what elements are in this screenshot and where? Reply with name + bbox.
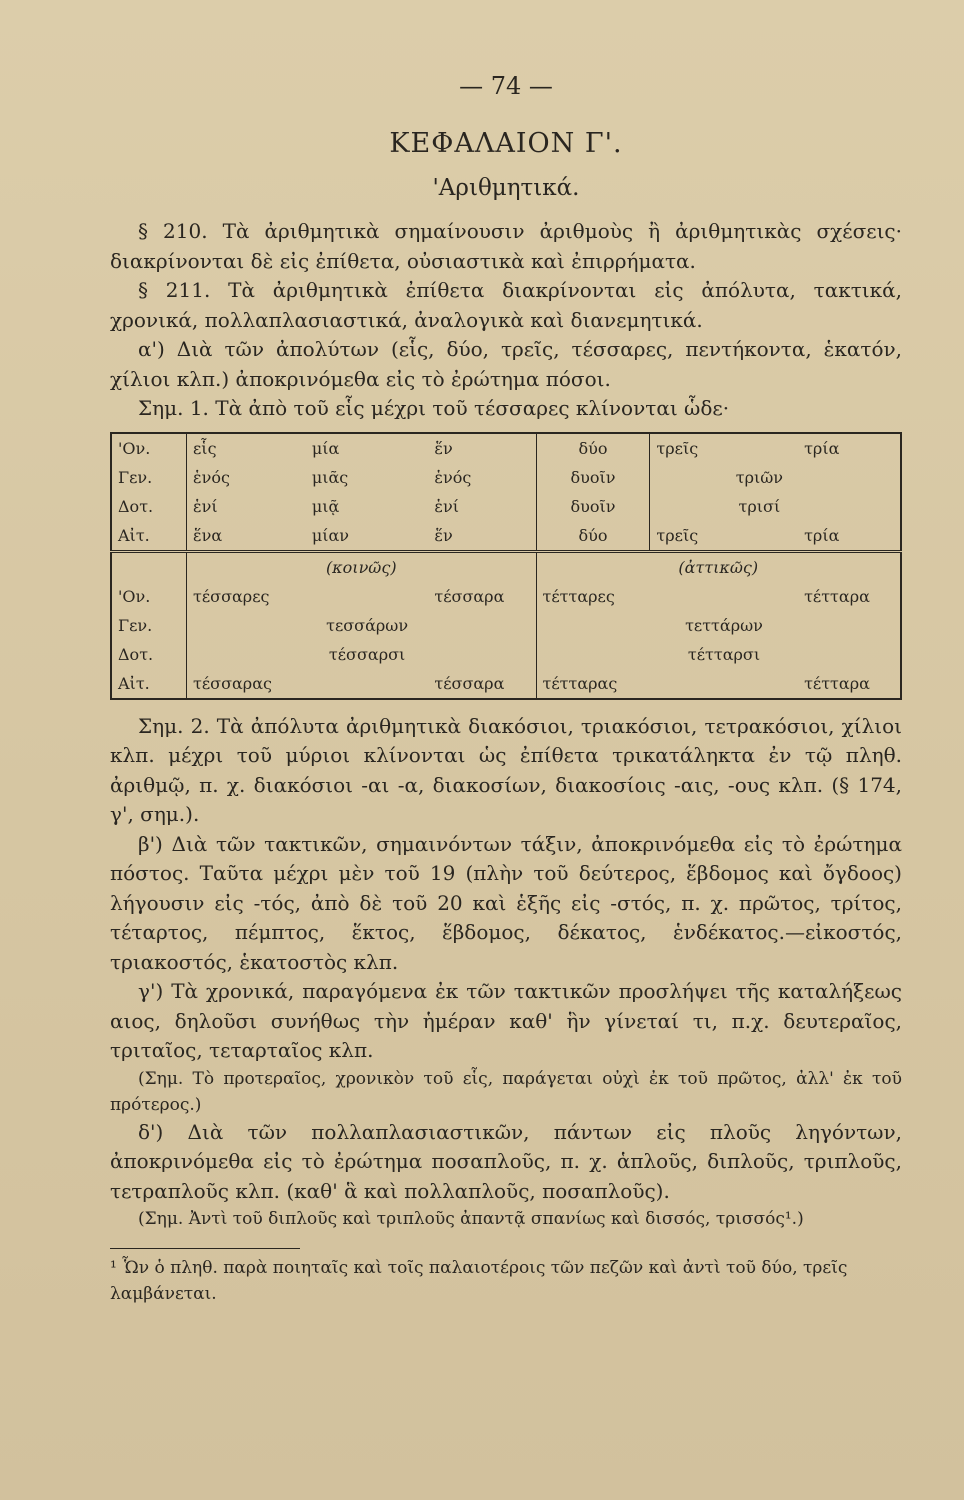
koinos-label: (κοινῶς) — [187, 551, 537, 582]
case-label-dative: Δοτ. — [111, 640, 187, 669]
heis-neut: ἕν — [434, 438, 453, 458]
heis-fem: μίαν — [311, 525, 350, 545]
duo-form: δύο — [536, 521, 650, 552]
attikos-label: (ἀττικῶς) — [536, 551, 901, 582]
tessares-neut — [428, 640, 536, 669]
tessares-mf — [187, 611, 306, 640]
treis-neut — [798, 492, 901, 521]
paragraph-beta: β') Διὰ τῶν τακτικῶν, σημαινόντων τάξιν, ἀποκρινόμεθα εἰς τὸ ἐρώτημα πόστος. Ταῦτα μέχρι μὲν τοῦ 19 (πλὴν τοῦ δεύτερος, ἕβδομος καὶ ὄγδοος) λήγουσιν εἰς -τός, ἀπὸ δὲ τοῦ 20 καὶ ἑξῆς εἰς -στός, π. χ. πρῶτος, τρίτος, τέταρτος, πέμπτος, ἕκτος, ἕβδομος, δέκατος, ἑνδέκατος.—εἰκοστός, τριακοστός, ἑκατοστὸς κλπ. — [110, 831, 902, 974]
paragraph-alpha: α') Διὰ τῶν ἀπολύτων (εἷς, δύο, τρεῖς, τέσσαρες, πεντήκοντα, ἑκατόν, χίλιοι κλπ.) ἀποκρινόμεθα εἰς τὸ ἐρώτημα πόσοι. — [110, 337, 902, 391]
heis-neut: ἑνός — [434, 467, 472, 487]
treis-common — [721, 433, 798, 463]
table-row — [111, 492, 901, 521]
tettares-neut — [798, 611, 901, 640]
heis-masc: ἕνα — [193, 525, 223, 545]
tettares-mf: τέτταρας — [536, 669, 650, 699]
tessares-neut: τέσσαρα — [434, 673, 505, 693]
treis-common: τρισί — [738, 496, 781, 516]
tettares-common: τεττάρων — [685, 615, 763, 635]
tettares-mf: τέτταρες — [536, 582, 650, 611]
note-1: Σημ. 1. Τὰ ἀπὸ τοῦ εἷς μέχρι τοῦ τέσσαρες κλίνονται ὧδε· — [138, 396, 730, 420]
heis-fem: μιᾷ — [311, 496, 340, 516]
tessares-mf: τέσσαρες — [193, 586, 270, 606]
case-spacer — [111, 551, 187, 582]
duo-form: δύο — [536, 433, 650, 463]
treis-common — [721, 521, 798, 552]
tettares-neut: τέτταρα — [804, 586, 870, 606]
footnote-rule — [110, 1248, 300, 1249]
tessares-common — [306, 582, 429, 611]
note-3: (Σημ. Τὸ προτεραῖος, χρονικὸν τοῦ εἷς, παράγεται οὐχὶ ἐκ τοῦ πρῶτος, ἀλλ' ἐκ τοῦ πρότερος.) — [110, 1068, 902, 1115]
case-label-accusative: Αἰτ. — [111, 669, 187, 699]
treis-mf — [650, 463, 721, 492]
declension-table — [110, 432, 902, 700]
table-row — [111, 433, 901, 463]
tessares-mf — [187, 640, 306, 669]
case-label-genitive: Γεν. — [111, 463, 187, 492]
page-number: — 74 — — [459, 72, 553, 100]
tettares-mf — [536, 611, 650, 640]
heis-fem: μία — [311, 438, 340, 458]
treis-common: τριῶν — [735, 467, 784, 487]
tessares-common: τέσσαρσι — [328, 644, 406, 664]
heis-masc: ἑνός — [193, 467, 230, 487]
note-2: Σημ. 2. Τὰ ἀπόλυτα ἀριθμητικὰ διακόσιοι, τριακόσιοι, τετρακόσιοι, χίλιοι κλπ. μέχρι τοῦ μύριοι κλίνονται ὡς ἐπίθετα τρικατάληκτα ἐν τῷ πληθ. ἀριθμῷ, π. χ. διακόσιοι -αι -α, διακοσίων, διακοσίοις -αις, -ους κλπ. (§ 174, γ', σημ.). — [110, 713, 902, 826]
table-row — [111, 582, 901, 611]
treis-mf: τρεῖς — [650, 521, 721, 552]
tessares-neut: τέσσαρα — [434, 586, 505, 606]
paragraph-211: § 211. Τὰ ἀριθμητικὰ ἐπίθετα διακρίνονται εἰς ἀπόλυτα, τακτικά, χρονικά, πολλαπλασιαστικά, ἀναλογικὰ καὶ διανεμητικά. — [110, 278, 902, 332]
case-label-dative: Δοτ. — [111, 492, 187, 521]
table-row — [111, 611, 901, 640]
case-label-nominative: 'Ον. — [111, 582, 187, 611]
tessares-common: τεσσάρων — [326, 615, 409, 635]
section-heading: 'Αριθμητικά. — [432, 175, 580, 201]
dialect-header-row — [111, 551, 901, 582]
table-row — [111, 521, 901, 552]
chapter-heading: ΚΕΦΑΛΑΙΟΝ Γ'. — [389, 128, 623, 159]
tettares-neut — [798, 640, 901, 669]
case-label-genitive: Γεν. — [111, 611, 187, 640]
heis-neut: ἕν — [434, 525, 453, 545]
tettares-common — [650, 582, 798, 611]
treis-neut: τρία — [804, 525, 840, 545]
paragraph-210: § 210. Τὰ ἀριθμητικὰ σημαίνουσιν ἀριθμοὺς ἢ ἀριθμητικὰς σχέσεις· διακρίνονται δὲ εἰς ἐπίθετα, οὐσιαστικὰ καὶ ἐπιρρήματα. — [110, 219, 902, 273]
table-row — [111, 669, 901, 699]
heis-masc: εἷς — [193, 438, 217, 458]
heis-neut: ἑνί — [434, 496, 459, 516]
duo-form: δυοῖν — [536, 492, 650, 521]
case-label-accusative: Αἰτ. — [111, 521, 187, 552]
tettares-common — [650, 669, 798, 699]
treis-neut — [798, 463, 901, 492]
heis-masc: ἑνί — [193, 496, 218, 516]
paragraph-delta: δ') Διὰ τῶν πολλαπλασιαστικῶν, πάντων εἰς πλοῦς ληγόντων, ἀποκρινόμεθα εἰς τὸ ἐρώτημα ποσαπλοῦς, π. χ. ἁπλοῦς, διπλοῦς, τριπλοῦς, τετραπλοῦς κλπ. (καθ' ἃ καὶ πολλαπλοῦς, ποσαπλοῦς). — [110, 1119, 902, 1203]
tessares-mf: τέσσαρας — [193, 673, 272, 693]
tettares-common: τέτταρσι — [687, 644, 761, 664]
case-label-nominative: 'Ον. — [111, 433, 187, 463]
paragraph-gamma: γ') Τὰ χρονικά, παραγόμενα ἐκ τῶν τακτικῶν προσλήψει τῆς καταλήξεως αιος, δηλοῦσι συνήθως τὴν ἡμέραν καθ' ἣν γίνεταί τι, π.χ. δευτεραῖος, τριταῖος, τεταρταῖος κλπ. — [110, 979, 902, 1062]
tettares-mf — [536, 640, 650, 669]
treis-mf: τρεῖς — [650, 433, 721, 463]
table-row — [111, 640, 901, 669]
table-row — [111, 463, 901, 492]
tessares-neut — [428, 611, 536, 640]
note-4: (Σημ. Ἀντὶ τοῦ διπλοῦς καὶ τριπλοῦς ἀπαντᾷ σπανίως καὶ δισσός, τρισσός¹.) — [138, 1209, 804, 1229]
heis-fem: μιᾶς — [311, 467, 349, 487]
footnote: ¹ Ὧν ὁ πληθ. παρὰ ποιηταῖς καὶ τοῖς παλαιοτέροις τῶν πεζῶν καὶ ἀντὶ τοῦ δύο, τρεῖς λαμβάνεται. — [110, 1258, 848, 1304]
treis-mf — [650, 492, 721, 521]
treis-neut: τρία — [804, 438, 840, 458]
tessares-common — [306, 669, 429, 699]
tettares-neut: τέτταρα — [804, 673, 870, 693]
duo-form: δυοῖν — [536, 463, 650, 492]
